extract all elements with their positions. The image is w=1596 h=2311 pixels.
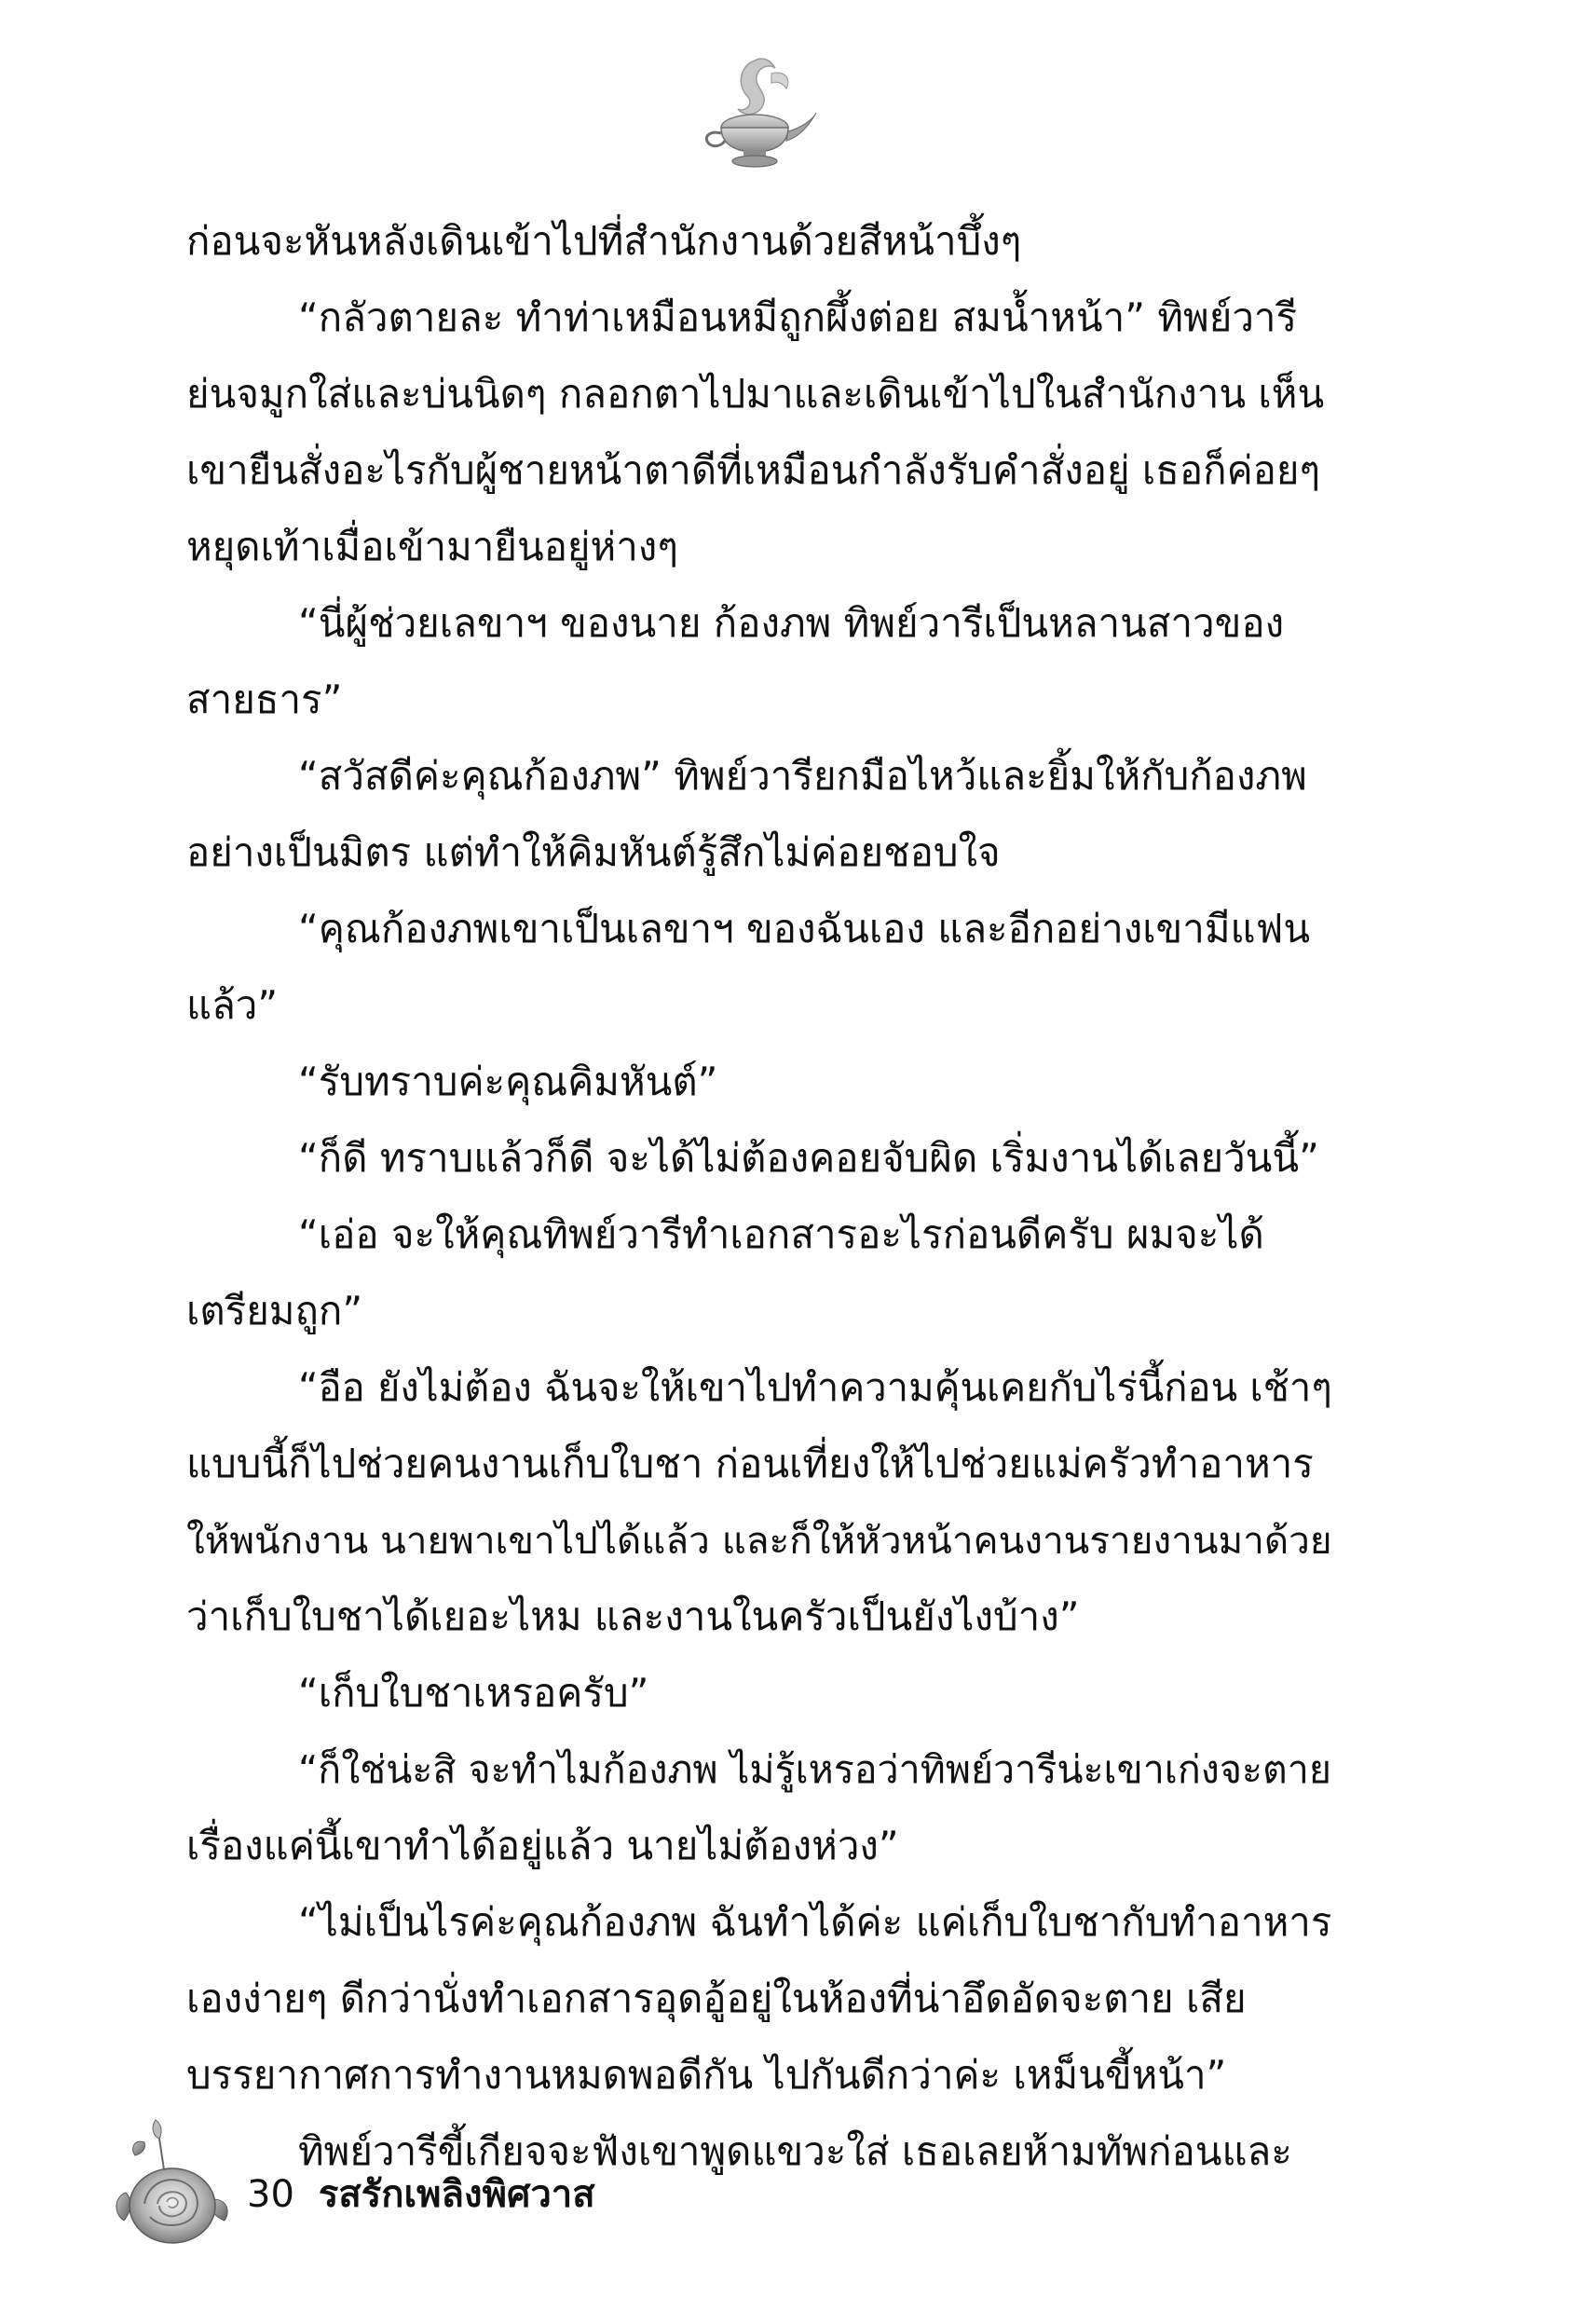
- text-line: “นี่ผู้ช่วยเลขาฯ ของนาย ก้องภพ ทิพย์วารีเป็นหลานสาวของ: [298, 600, 1285, 646]
- text-line: แบบนี้ก็ไปช่วยคนงานเก็บใบชา ก่อนเที่ยงให้ไปช่วยแม่ครัวทำอาหาร: [186, 1441, 1314, 1486]
- text-line: “ไม่เป็นไรค่ะคุณก้องภพ ฉันทำได้ค่ะ แค่เก็บใบชากับทำอาหาร: [298, 1899, 1332, 1945]
- text-line: หยุดเท้าเมื่อเข้ามายืนอยู่ห่างๆ: [186, 524, 678, 569]
- text-line: ทิพย์วารีขี้เกียจจะฟังเขาพูดแขวะใส่ เธอเลยห้ามทัพก่อนและ: [298, 2128, 1292, 2174]
- text-line: เตรียมถูก”: [186, 1288, 363, 1333]
- page-number: 30: [247, 2173, 294, 2216]
- text-line: ว่าเก็บใบชาได้เยอะไหม และงานในครัวเป็นยังไงบ้าง”: [186, 1593, 1080, 1639]
- text-line: “เก็บใบชาเหรอครับ”: [298, 1670, 649, 1716]
- text-line: “สวัสดีค่ะคุณก้องภพ” ทิพย์วารียกมือไหว้และยิ้มให้กับก้องภพ: [298, 753, 1307, 799]
- rose-icon: [107, 2111, 238, 2250]
- book-title: รสรักเพลิงพิศวาส: [318, 2173, 595, 2216]
- text-line: “รับทราบค่ะคุณคิมหันต์”: [298, 1059, 718, 1104]
- text-line: “อือ ยังไม่ต้อง ฉันจะให้เขาไปทำความคุ้นเคยกับไร่นี้ก่อน เช้าๆ: [298, 1364, 1332, 1410]
- text-line: บรรยากาศการทำงานหมดพอดีกัน ไปกันดีกว่าค่ะ เหม็นขี้หน้า”: [186, 2052, 1227, 2098]
- text-line: ย่นจมูกใส่และบ่นนิดๆ กลอกตาไปมาและเดินเข้าไปในสำนักงาน เห็น: [186, 371, 1325, 417]
- text-line: “คุณก้องภพเขาเป็นเลขาฯ ของฉันเอง และอีกอย่างเขามีแฟน: [298, 906, 1311, 951]
- text-line: แล้ว”: [186, 982, 279, 1028]
- text-line: “ก็ใช่น่ะสิ จะทำไมก้องภพ ไม่รู้เหรอว่าทิพย์วารีน่ะเขาเก่งจะตาย: [298, 1747, 1331, 1792]
- text-line: เองง่ายๆ ดีกว่านั่งทำเอกสารอุดอู้อยู่ในห้องที่น่าอึดอัดจะตาย เสีย: [186, 1976, 1247, 2021]
- text-line: “ก็ดี ทราบแล้วก็ดี จะได้ไม่ต้องคอยจับผิด เริ่มงานได้เลยวันนี้”: [298, 1135, 1319, 1181]
- text-line: เขายืนสั่งอะไรกับผู้ชายหน้าตาดีที่เหมือนกำลังรับคำสั่งอยู่ เธอก็ค่อยๆ: [186, 447, 1321, 493]
- text-line: อย่างเป็นมิตร แต่ทำให้คิมหันต์รู้สึกไม่ค่อยชอบใจ: [186, 829, 1001, 875]
- text-line: “กลัวตายละ ทำท่าเหมือนหมีถูกผึ้งต่อย สมน้ำหน้า” ทิพย์วารี: [298, 294, 1298, 340]
- page-footer: [107, 2111, 759, 2250]
- text-line: ให้พนักงาน นายพาเขาไปได้แล้ว และก็ให้หัวหน้าคนงานรายงานมาด้วย: [186, 1518, 1332, 1563]
- text-line: สายธาร”: [186, 677, 343, 722]
- text-line: ก่อนจะหันหลังเดินเข้าไปที่สำนักงานด้วยสีหน้าบึ้งๆ: [186, 218, 1022, 264]
- text-line: “เอ่อ จะให้คุณทิพย์วารีทำเอกสารอะไรก่อนดีครับ ผมจะได้: [298, 1211, 1264, 1257]
- text-line: เรื่องแค่นี้เขาทำได้อยู่แล้ว นายไม่ต้องห่วง”: [186, 1823, 899, 1868]
- genie-lamp-icon: [689, 51, 820, 172]
- running-footer: [247, 2167, 595, 2222]
- page-text: [186, 203, 1332, 2174]
